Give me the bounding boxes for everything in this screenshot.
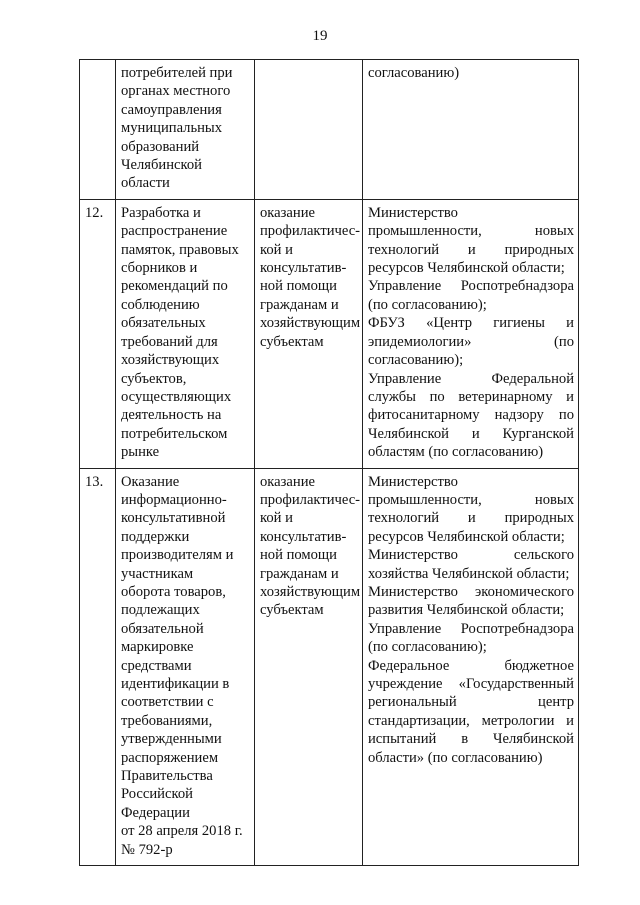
measure-name: Оказание информационно- консультативной поддержки производителям и участникам оборота товаров, подлежащих обязательной маркировке средствами идентификации в соответствии с требованиями, утвержденными распоряжением Правительства Российской Федерации от 28 апреля 2018 г. № 792-р xyxy=(116,468,255,866)
executor: Министерство промышленности, новых технологий и природных ресурсов Челябинской области; xyxy=(368,473,574,545)
executors-cell xyxy=(363,199,579,468)
executor: Министерство промышленности, новых технологий и природных ресурсов Челябинской области; xyxy=(368,204,574,277)
row-number: 12. xyxy=(80,199,116,468)
executor: Министерство экономического развития Челябинской области; xyxy=(368,583,574,619)
support-form: оказание профилактичес- кой и консультатив- ной помощи гражданам и хозяйствующим субъектам xyxy=(255,468,363,866)
executor: Управление Федеральной службы по ветеринарному и фитосанитарному надзору по Челябинской и Курганской областям (по согласованию) xyxy=(368,370,574,461)
measure-name: потребителей при органах местного самоуправления муниципальных образований Челябинской области xyxy=(116,60,255,200)
executor: Министерство сельского хозяйства Челябинской области; xyxy=(368,547,574,582)
page-number: 19 xyxy=(312,28,328,44)
executor: ФБУЗ «Центр гигиены и эпидемиологии» (по согласованию); xyxy=(368,315,574,369)
executor: согласованию) xyxy=(368,65,460,81)
support-form xyxy=(255,60,363,200)
table-row xyxy=(80,199,579,468)
table-row xyxy=(80,468,579,866)
executor: Управление Роспотребнадзора (по согласованию); xyxy=(368,278,574,313)
measure-name: Разработка и распространение памяток, правовых сборников и рекомендаций по соблюдению обязательных требований для хозяйствующих субъектов, осуществляющих деятельность на потребительском рынке xyxy=(116,199,255,468)
row-number: 13. xyxy=(80,468,116,866)
support-form: оказание профилактичес- кой и консультатив- ной помощи гражданам и хозяйствующим субъектам xyxy=(255,199,363,468)
table-row xyxy=(80,60,579,200)
executor: Управление Роспотребнадзора (по согласованию); xyxy=(368,620,574,656)
row-number xyxy=(80,60,116,200)
measures-table xyxy=(79,59,579,866)
executors-cell xyxy=(363,468,579,866)
executors-cell xyxy=(363,60,579,200)
executor: Федеральное бюджетное учреждение «Государственный региональный центр стандартизации, метрологии и испытаний в Челябинской области» (по согласованию) xyxy=(368,657,574,766)
